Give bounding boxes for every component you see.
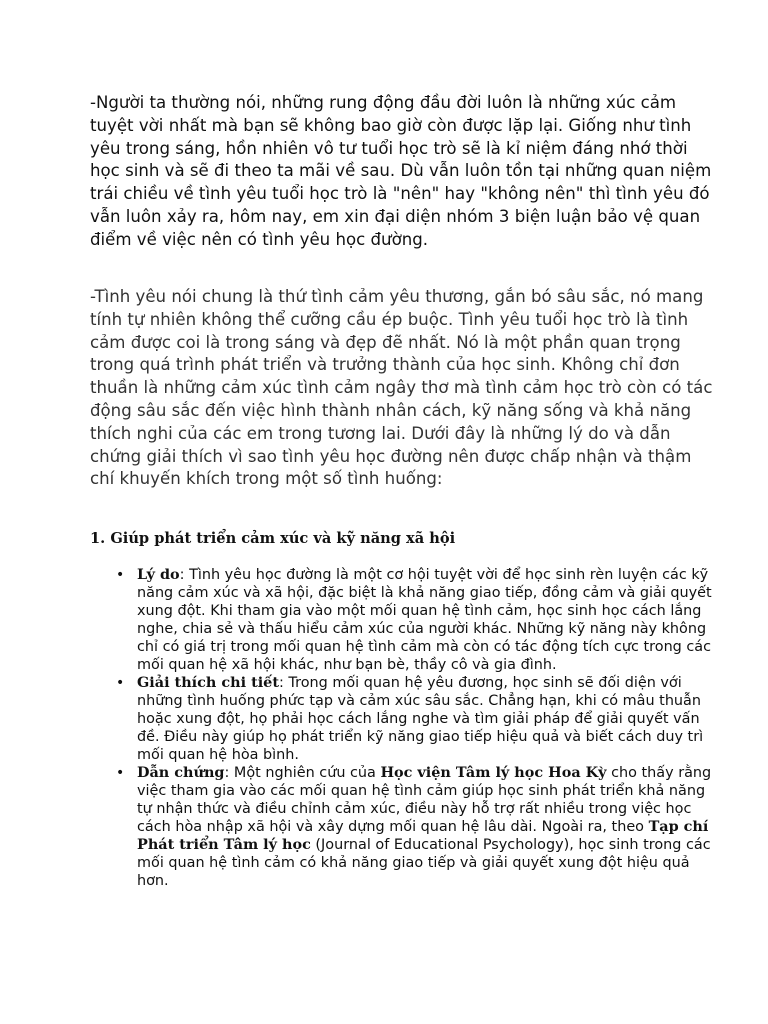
bullet-icon: • — [116, 765, 125, 781]
item-term: Dẫn chứng — [137, 764, 225, 781]
context-paragraph: -Tình yêu nói chung là thứ tình cảm yêu thương, gắn bó sâu sắc, nó mang tính tự nhiên không thể cưỡng cầu ép buộc. Tình yêu tuổi học trò là tình cảm được coi là trong sáng và đẹp đẽ nhất. Nó là một phần quan trọng trong quá trình phát triển và trưởng thành của học sinh. Không chỉ đơn thuần là những cảm xúc tình cảm ngây thơ mà tình cảm học trò còn có tác động sâu sắc đến việc hình thành nhân cách, kỹ năng sống và khả năng thích nghi của các em trong tương lai. Dưới đây là những lý do và dẫn chứng giải thích vì sao tình yêu học đường nên được chấp nhận và thậm chí khuyến khích trong một số tình huống: — [90, 287, 713, 489]
bullet-icon: • — [116, 675, 125, 691]
list-item-reason — [116, 566, 714, 674]
intro-paragraph: -Người ta thường nói, những rung động đầu đời luôn là những xúc cảm tuyệt vời nhất mà bạn sẽ không bao giờ còn được lặp lại. Giống như tình yêu trong sáng, hồn nhiên vô tư tuổi học trò sẽ là kỉ niệm đáng nhớ thời học sinh và sẽ đi theo ta mãi về sau. Dù vẫn luôn tồn tại những quan niệm trái chiều về tình yêu tuổi học trò là "nên" hay "không nên" thì tình yêu đó vẫn luôn xảy ra, hôm nay, em xin đại diện nhóm 3 biện luận bảo vệ quan điểm về việc nên có tình yêu học đường. — [90, 93, 712, 249]
source-name: Tạp chí Phát triển Tâm lý học — [137, 818, 709, 853]
item-text: (Journal of Educational Psychology), học sinh trong các mối quan hệ tình cảm có khả năng giao tiếp và giải quyết xung đột hiệu quả hơn. — [137, 837, 711, 889]
list-item-evidence — [116, 764, 714, 890]
item-text: : Một nghiên cứu của — [224, 765, 381, 781]
list-item-explanation — [116, 674, 714, 764]
section-heading: 1. Giúp phát triển cảm xúc và kỹ năng xã hội — [90, 530, 456, 547]
item-text: : Tình yêu học đường là một cơ hội tuyệt vời để học sinh rèn luyện các kỹ năng cảm xúc và xã hội, đặc biệt là khả năng giao tiếp, đồng cảm và giải quyết xung đột. Khi tham gia vào một mối quan hệ tình cảm, học sinh học cách lắng nghe, chia sẻ và thấu hiểu cảm xúc của người khác. Những kỹ năng này không chỉ có giá trị trong mối quan hệ tình cảm mà còn có tác động tích cực trong các mối quan hệ xã hội khác, như bạn bè, thầy cô và gia đình. — [137, 567, 712, 673]
item-term: Giải thích chi tiết — [137, 674, 279, 691]
bullet-list — [116, 566, 714, 890]
bullet-icon: • — [116, 567, 125, 583]
document-page — [90, 92, 720, 889]
item-text: : Trong mối quan hệ yêu đương, học sinh sẽ đối diện với những tình huống phức tạp và cảm xúc sâu sắc. Chẳng hạn, khi có mâu thuẫn hoặc xung đột, họ phải học cách lắng nghe và tìm giải pháp để giải quyết vấn đề. Điều này giúp họ phát triển kỹ năng giao tiếp hiệu quả và biết cách duy trì mối quan hệ hòa bình. — [137, 675, 704, 763]
item-text: cho thấy rằng việc tham gia vào các mối quan hệ tình cảm giúp học sinh phát triển khả năng tự nhận thức và điều chỉnh cảm xúc, điều này hỗ trợ rất nhiều trong việc học cách hòa nhập xã hội và xây dựng mối quan hệ lâu dài. Ngoài ra, theo — [137, 765, 712, 835]
item-term: Lý do — [137, 566, 180, 583]
source-name: Học viện Tâm lý học Hoa Kỳ — [380, 764, 607, 781]
